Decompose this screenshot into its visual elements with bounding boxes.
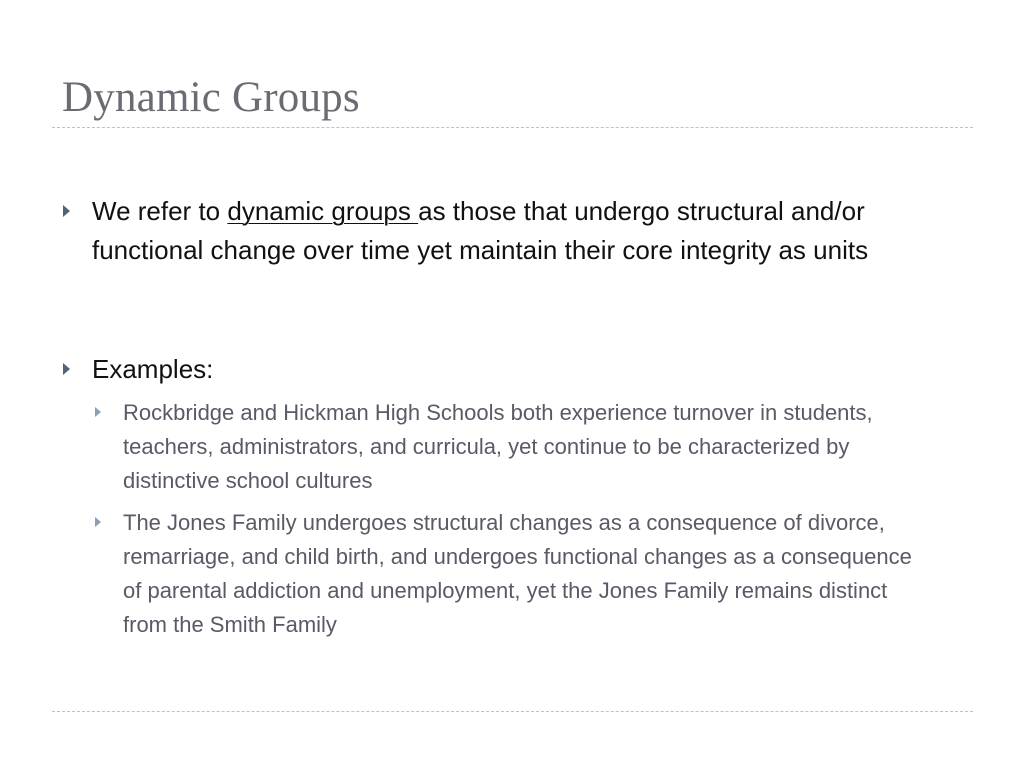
definition-suffix: as those that undergo structural and/or functional change over time yet maintain their core integrity as units: [92, 196, 869, 265]
sub-bullet-family-text: The Jones Family undergoes structural changes as a consequence of divorce, remarriage, and child birth, and undergoes functional changes as a consequence of parental addiction and unemployment, yet the Jones Family remains distinct from the Smith Family: [123, 510, 912, 637]
triangle-right-icon: [95, 407, 101, 417]
sub-bullet-schools-text: Rockbridge and Hickman High Schools both experience turnover in students, teachers, administrators, and curricula, yet continue to be characterized by distinctive school cultures: [123, 400, 873, 493]
triangle-right-icon: [63, 363, 70, 375]
triangle-right-icon: [63, 205, 70, 217]
definition-term: dynamic groups: [227, 196, 419, 226]
bullet-examples-text: Examples:: [92, 354, 214, 384]
definition-prefix: We refer to: [92, 196, 228, 226]
bullet-definition-text: [92, 192, 932, 270]
footer-divider: [52, 711, 973, 712]
triangle-right-icon: [95, 517, 101, 527]
slide-title: Dynamic Groups: [62, 74, 360, 121]
